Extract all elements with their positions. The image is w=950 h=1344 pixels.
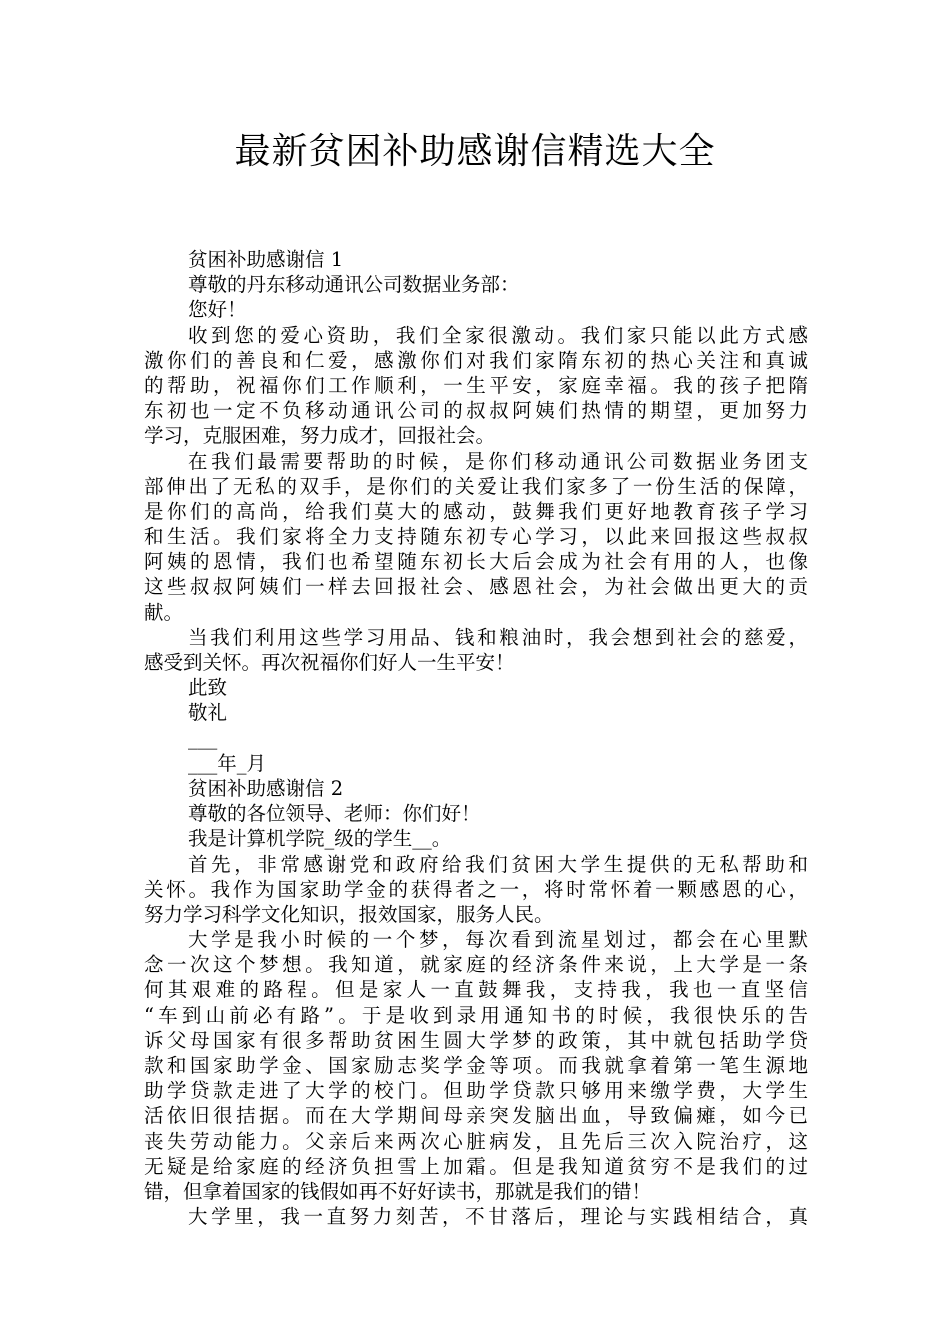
text-line: 东初也一定不负移动通讯公司的叔叔阿姨们热情的期望，更加努力: [144, 399, 808, 423]
text-line: 关怀。我作为国家助学金的获得者之一，将时常怀着一颗感恩的心，: [144, 877, 808, 901]
text-line: 部伸出了无私的双手，是你们的关爱让我们家多了一份生活的保障，: [144, 474, 808, 498]
text-line: 学习，克服困难，努力成才，回报社会。: [144, 424, 496, 448]
text-line: 大学里，我一直努力刻苦，不甘落后，理论与实践相结合，真: [188, 1205, 808, 1229]
text-line: 在我们最需要帮助的时候，是你们移动通讯公司数据业务团支: [188, 449, 808, 473]
text-line: ___年_月: [188, 751, 267, 775]
text-line: 贫困补助感谢信 2: [188, 776, 344, 800]
letter-body: [144, 247, 808, 1229]
text-line: 感受到关怀。再次祝福你们好人一生平安！: [144, 651, 515, 674]
text-line: 首先，非常感谢党和政府给我们贫困大学生提供的无私帮助和: [188, 852, 808, 876]
text-line: 您好！: [188, 298, 247, 322]
text-line: 活依旧很拮据。而在大学期间母亲突发脑出血，导致偏瘫，如今已: [144, 1104, 808, 1128]
text-line: 无疑是给家庭的经济负担雪上加霜。但是我知道贫穷不是我们的过: [144, 1154, 808, 1178]
text-line: 我是计算机学院_级的学生__。: [188, 827, 452, 851]
text-line: 的帮助，祝福你们工作顺利，一生平安，家庭幸福。我的孩子把隋: [144, 373, 808, 397]
text-line: 念一次这个梦想。我知道，就家庭的经济条件来说，上大学是一条: [144, 953, 808, 977]
text-line: ___: [188, 726, 218, 750]
text-line: 这些叔叔阿姨们一样去回报社会、感恩社会，为社会做出更大的贡: [144, 575, 808, 599]
text-line: 此致: [188, 676, 228, 700]
text-line: 敬礼: [188, 701, 228, 725]
text-line: 尊敬的各位领导、老师：你们好！: [188, 802, 481, 826]
document-title: 最新贫困补助感谢信精选大全: [234, 131, 716, 172]
text-line: 大学是我小时候的一个梦，每次看到流星划过，都会在心里默: [188, 928, 808, 952]
text-line: 错，但拿着国家的钱假如再不好好读书，那就是我们的错！: [144, 1179, 652, 1203]
text-line: 尊敬的丹东移动通讯公司数据业务部：: [188, 273, 520, 297]
text-line: 何其艰难的路程。但是家人一直鼓舞我，支持我，我也一直坚信: [144, 978, 808, 1002]
text-line: “车到山前必有路”。于是收到录用通知书的时候，我很快乐的告: [144, 1003, 808, 1027]
text-line: 和生活。我们家将全力支持随东初专心学习，以此来回报这些叔叔: [144, 525, 808, 549]
text-line: 收到您的爱心资助，我们全家很激动。我们家只能以此方式感: [188, 323, 808, 347]
text-line: 贫困补助感谢信 1: [188, 248, 344, 271]
text-line: 是你们的高尚，给我们莫大的感动，鼓舞我们更好地教育孩子学习: [144, 499, 808, 523]
text-line: 献。: [144, 600, 184, 624]
text-line: 当我们利用这些学习用品、钱和粮油时，我会想到社会的慈爱，: [188, 625, 808, 649]
text-line: 诉父母国家有很多帮助贫困生圆大学梦的政策，其中就包括助学贷: [144, 1028, 808, 1052]
text-line: 阿姨的恩情，我们也希望随东初长大后会成为社会有用的人，也像: [144, 550, 808, 574]
text-line: 丧失劳动能力。父亲后来两次心脏病发，且先后三次入院治疗，这: [144, 1129, 808, 1153]
text-line: 助学贷款走进了大学的校门。但助学贷款只够用来缴学费，大学生: [144, 1079, 808, 1103]
text-line: 努力学习科学文化知识，报效国家，服务人民。: [144, 902, 554, 926]
text-line: 款和国家助学金、国家励志奖学金等项。而我就拿着第一笔生源地: [144, 1054, 808, 1077]
text-line: 激你们的善良和仁爱，感激你们对我们家隋东初的热心关注和真诚: [144, 348, 808, 372]
